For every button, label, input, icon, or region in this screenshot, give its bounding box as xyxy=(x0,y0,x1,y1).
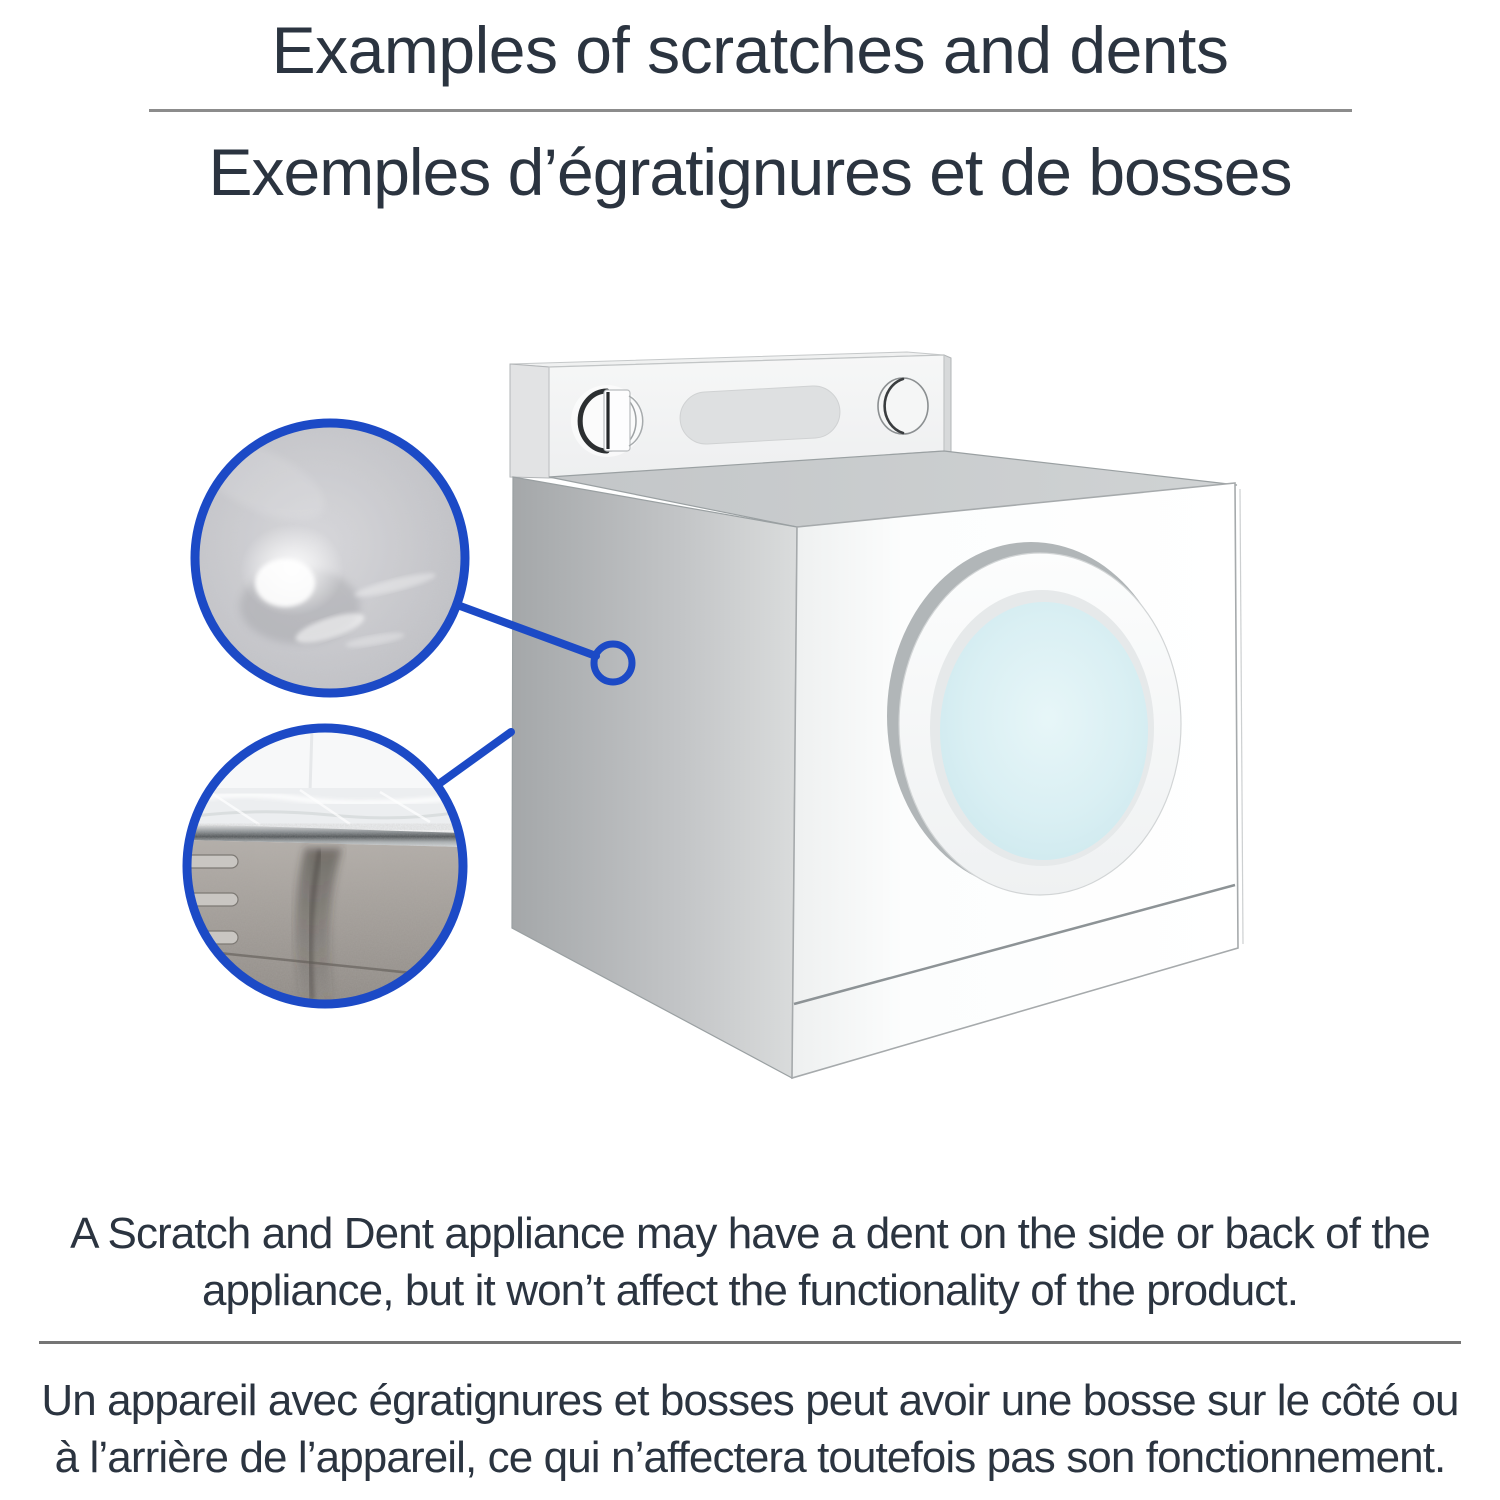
body-text-english-line-1: A Scratch and Dent appliance may have a dent on the side or back of the xyxy=(70,1209,1430,1258)
right-edge-sliver xyxy=(1240,489,1243,944)
dryer-illustration xyxy=(510,352,1243,1078)
dryer-side-panel xyxy=(512,477,797,1078)
page-title-english: Examples of scratches and dents xyxy=(271,13,1229,87)
dent-closeup-bottom-icon xyxy=(185,726,465,1005)
display-slot xyxy=(679,385,842,446)
dryer-button xyxy=(878,378,928,434)
control-panel-right-face xyxy=(944,355,951,452)
connector-line-bottom xyxy=(436,732,511,786)
footer-divider xyxy=(39,1341,1461,1344)
page-title-french: Exemples d’égratignures et de bosses xyxy=(208,135,1292,209)
control-panel-left-face xyxy=(510,364,549,478)
body-text-french-line-2: à l’arrière de l’appareil, ce qui n’affectera toutefois pas son fonctionnement. xyxy=(54,1433,1446,1482)
body-text-english-line-2: appliance, but it won’t affect the functionality of the product. xyxy=(201,1266,1299,1315)
dent-closeup-top-icon xyxy=(184,423,465,693)
body-text-french-line-1: Un appareil avec égratignures et bosses peut avoir une bosse sur le côté ou xyxy=(41,1376,1459,1425)
dryer-knob xyxy=(571,385,643,457)
door-glass xyxy=(940,602,1148,860)
dryer-body xyxy=(512,451,1243,1078)
